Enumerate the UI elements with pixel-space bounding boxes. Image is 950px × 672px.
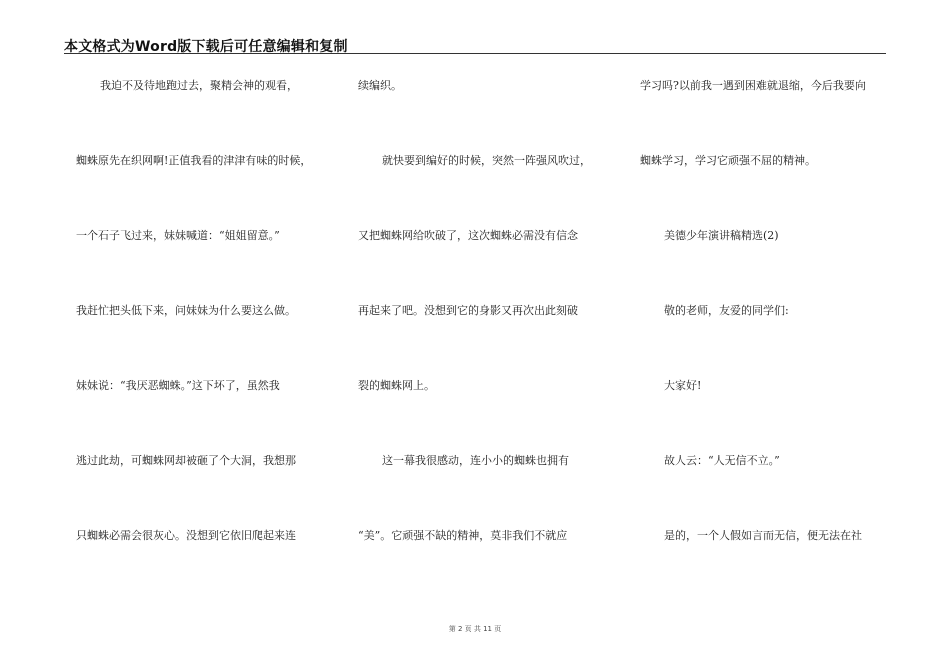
column-3-line-3: 美德少年演讲稿精选(2) — [664, 229, 779, 242]
column-2-line-1: 续编织。 — [358, 79, 402, 92]
text-column-3 — [640, 0, 890, 672]
text-column-1 — [76, 0, 336, 672]
column-1-line-5: 妹妹说：“我厌恶蜘蛛。”这下坏了，虽然我 — [76, 379, 280, 392]
column-2-line-3: 又把蜘蛛网给吹破了，这次蜘蛛必需没有信念 — [358, 229, 578, 242]
page-number-footer: 第 2 页 共 11 页 — [448, 625, 502, 633]
column-2-line-2: 就快要到编好的时候，突然一阵强风吹过， — [382, 154, 591, 167]
column-3-line-1: 学习吗?以前我一遇到困难就退缩，今后我要向 — [640, 79, 866, 92]
column-1-line-2: 蜘蛛原先在织网啊!正值我看的津津有味的时候， — [76, 154, 312, 167]
column-2-line-4: 再起来了吧。没想到它的身影又再次出此刻破 — [358, 304, 578, 317]
column-3-line-2: 蜘蛛学习，学习它顽强不屈的精神。 — [640, 154, 816, 167]
text-column-2 — [358, 0, 618, 672]
column-2-line-5: 裂的蜘蛛网上。 — [358, 379, 435, 392]
column-2-line-6: 这一幕我很感动，连小小的蜘蛛也拥有 — [382, 454, 569, 467]
column-2-line-7: “美”。它顽强不缺的精神，莫非我们不就应 — [358, 529, 568, 542]
column-3-line-6: 故人云：“人无信不立。” — [664, 454, 780, 467]
document-header-title: 本文格式为Word版下载后可任意编辑和复制 — [64, 39, 348, 55]
column-3-line-7: 是的，一个人假如言而无信，便无法在社 — [664, 529, 862, 542]
column-3-line-4: 敬的老师，友爱的同学们: — [664, 304, 789, 317]
column-1-line-4: 我赶忙把头低下来，问妹妹为什么要这么做。 — [76, 304, 296, 317]
column-1-line-1: 我迫不及待地跑过去，聚精会神的观看， — [100, 79, 298, 92]
column-1-line-6: 逃过此劫，可蜘蛛网却被砸了个大洞，我想那 — [76, 454, 296, 467]
column-3-line-5: 大家好! — [664, 379, 702, 392]
column-1-line-7: 只蜘蛛必需会很灰心。没想到它依旧爬起来连 — [76, 529, 296, 542]
column-1-line-3: 一个石子飞过来，妹妹喊道：“姐姐留意。” — [76, 229, 280, 242]
